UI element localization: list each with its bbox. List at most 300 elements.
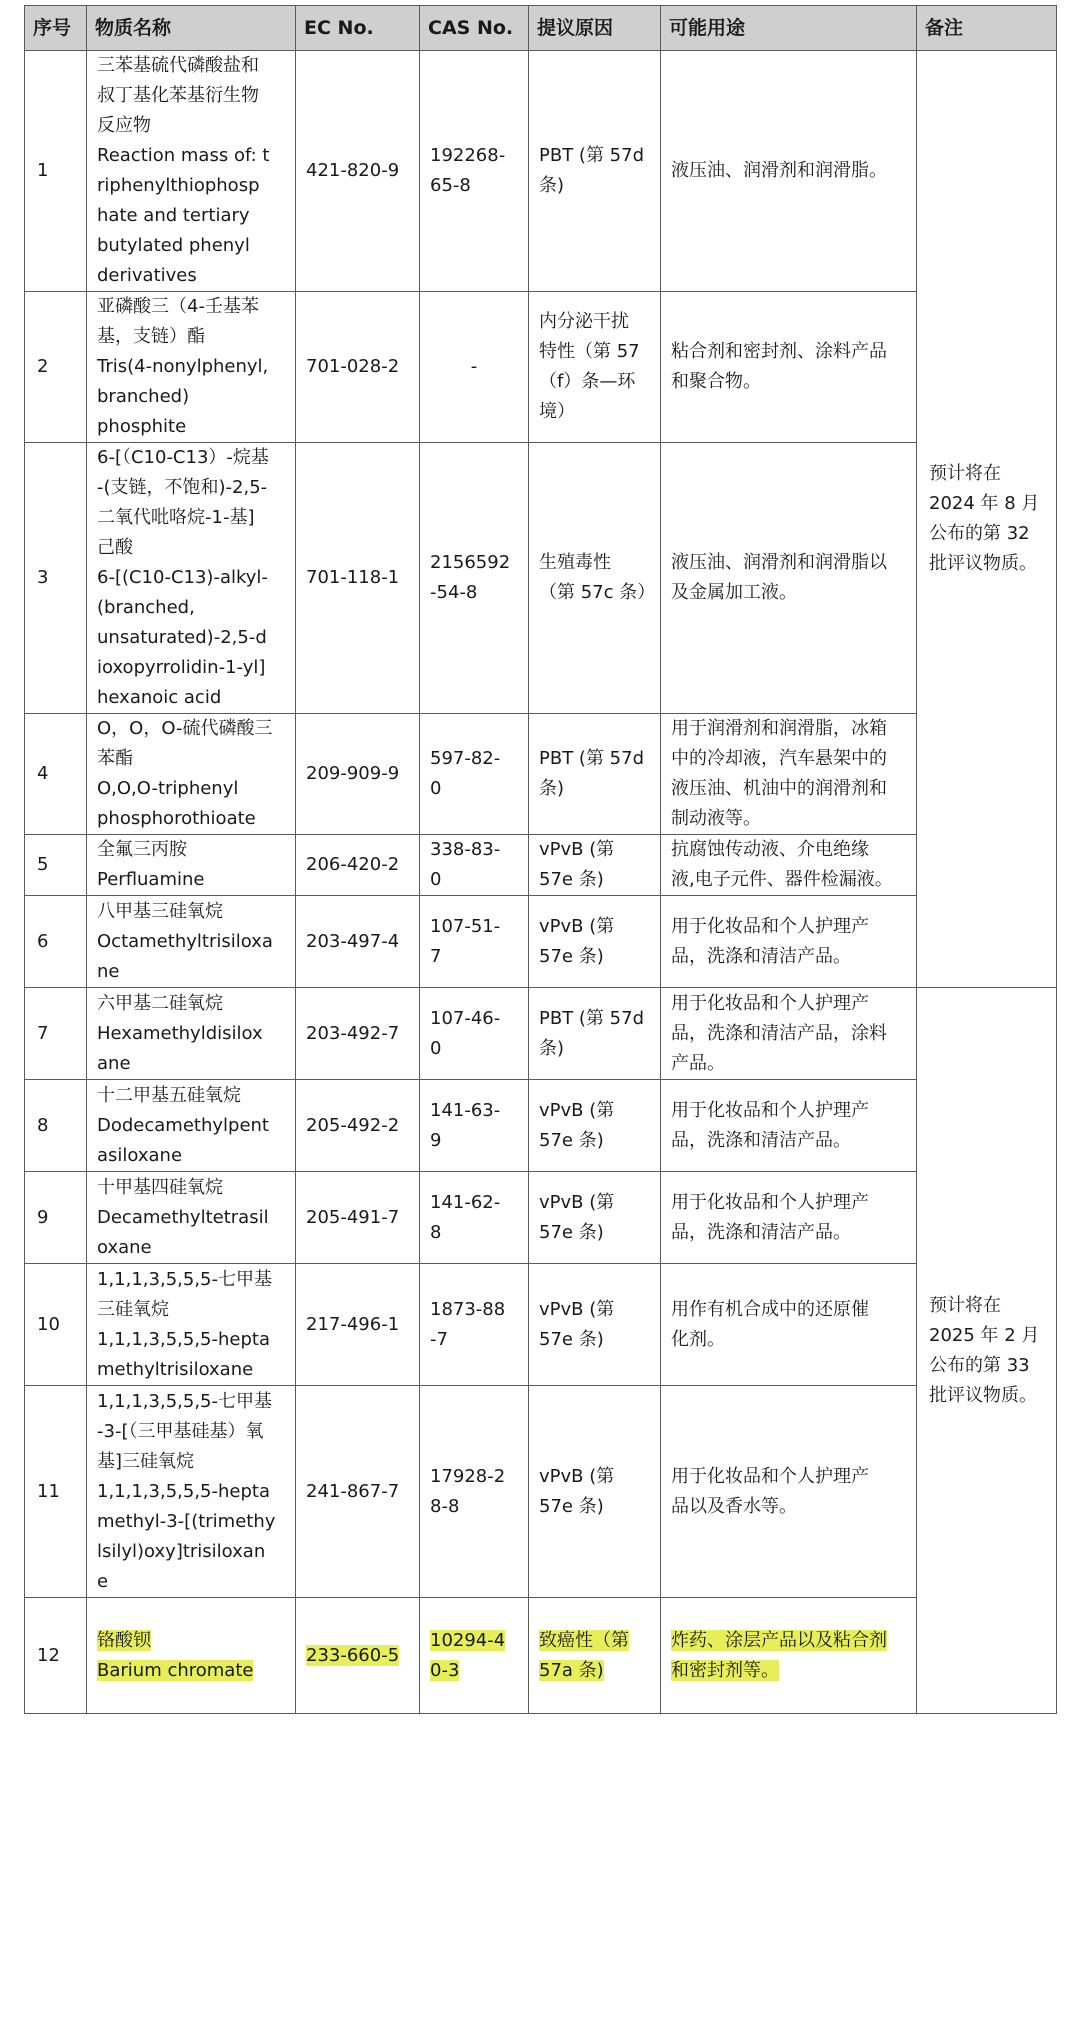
cell-text: 1,1,1,3,5,5,5-七甲基: [97, 1268, 272, 1290]
cell-possible-use: [661, 988, 917, 1080]
cell-line: [97, 322, 285, 352]
cell-text: 2025 年 2 月: [929, 1324, 1040, 1346]
cell-text: 品，洗涤和清洁产品。: [671, 1129, 851, 1151]
cell-text: 己酸: [97, 537, 133, 558]
cell-line: [539, 942, 650, 972]
cell-line: [430, 1004, 518, 1034]
cell-cas-no: [420, 835, 529, 896]
cell-cas-no: [420, 988, 529, 1080]
cell-text: 液压油、润滑剂和润滑脂。: [671, 160, 887, 181]
cell-line: [97, 1265, 285, 1295]
table-row: [25, 1080, 1057, 1172]
cell-line: [539, 1188, 650, 1218]
cell-text: 三硅氧烷: [97, 1298, 169, 1320]
cell-text: Reaction mass of: t: [97, 145, 270, 166]
cell-text: （f）条—环: [539, 371, 636, 392]
cell-proposal-reason: [529, 714, 661, 835]
cell-line: [97, 897, 285, 927]
cell-line: [539, 1656, 650, 1686]
cell-text: O,O,O-triphenyl: [97, 778, 239, 799]
cell-text: 粘合剂和密封剂、涂料产品: [671, 341, 887, 362]
cell-text: 0: [430, 869, 442, 890]
cell-proposal-reason: [529, 1080, 661, 1172]
cell-line: [539, 1004, 650, 1034]
cell-line: [430, 744, 518, 774]
cell-line: [671, 774, 906, 804]
cell-text: 1873-88: [430, 1298, 506, 1320]
cell-line: [539, 1626, 650, 1656]
cell-line: [539, 1295, 650, 1325]
cell-line: [430, 774, 518, 804]
cell-line: [97, 1656, 285, 1686]
cell-text: riphenylthiophosp: [97, 175, 260, 196]
cell-text: Barium chromate: [97, 1659, 254, 1681]
cell-text: 铬酸钡: [97, 1629, 151, 1651]
table-row: [25, 1172, 1057, 1264]
cell-text: 17928-2: [430, 1465, 506, 1487]
cell-line: [539, 578, 656, 608]
cell-text: 6-[（C10-C13）-烷基: [97, 447, 269, 468]
cell-proposal-reason: [529, 1264, 661, 1386]
cell-text: -54-8: [430, 582, 478, 603]
cell-substance-name: [87, 1080, 296, 1172]
cell-text: 液压油、润滑剂和润滑脂以: [671, 552, 887, 573]
cell-line: [97, 1507, 285, 1537]
cell-ec-no: 421-820-9: [296, 51, 420, 292]
cell-text: 批评议物质。: [929, 1384, 1037, 1406]
cell-text: vPvB (第: [539, 1465, 615, 1487]
cell-line: [430, 548, 518, 578]
cell-possible-use: [661, 1386, 917, 1598]
cell-text: 六甲基二硅氧烷: [97, 992, 223, 1014]
cell-line: [929, 1381, 1044, 1411]
cell-text: PBT (第 57d: [539, 145, 644, 166]
cell-text: 用于润滑剂和润滑脂，冰箱: [671, 718, 887, 739]
cell-text: 和聚合物。: [671, 371, 761, 392]
cell-line: [929, 489, 1044, 519]
cell-line: [539, 912, 650, 942]
cell-text: 制动液等。: [671, 808, 761, 829]
cell-no: 11: [25, 1386, 87, 1598]
cell-text: 液,电子元件、器件检漏液。: [671, 869, 893, 890]
cell-text: 57e 条): [539, 1495, 604, 1517]
cell-text: derivatives: [97, 265, 197, 286]
cell-line: [430, 1096, 518, 1126]
table-row: [25, 896, 1057, 988]
cell-line: [929, 1351, 1044, 1381]
cell-line: [97, 927, 285, 957]
cell-line: [430, 171, 518, 201]
cell-text: PBT (第 57d: [539, 748, 644, 769]
cell-line: [97, 957, 285, 987]
cell-text: 内分泌干扰: [539, 311, 629, 332]
cell-line: [97, 744, 285, 774]
cell-no: 1: [25, 51, 87, 292]
cell-text: vPvB (第: [539, 1298, 615, 1320]
cell-text: 107-46-: [430, 1007, 501, 1029]
cell-line: [539, 1096, 650, 1126]
cell-ec-no: 701-028-2: [296, 292, 420, 443]
cell-line: [430, 1492, 518, 1522]
cell-line: [671, 1218, 906, 1248]
cell-text: methyltrisiloxane: [97, 1358, 254, 1380]
cell-text: vPvB (第: [539, 1191, 615, 1213]
cell-no: 6: [25, 896, 87, 988]
cell-text: 用于化妆品和个人护理产: [671, 1099, 869, 1121]
cell-line: [97, 111, 285, 141]
cell-line: [97, 533, 285, 563]
cell-line: [539, 774, 650, 804]
cell-possible-use: [661, 835, 917, 896]
cell-proposal-reason: [529, 1172, 661, 1264]
cell-ec-no: 203-492-7: [296, 988, 420, 1080]
cell-substance-name: [87, 1598, 296, 1714]
cell-text: 十二甲基五硅氧烷: [97, 1084, 241, 1106]
cell-possible-use: [661, 1080, 917, 1172]
cell-cas-no: [420, 1080, 529, 1172]
cell-text: O，O，O-硫代磷酸三: [97, 718, 273, 739]
cell-substance-name: [87, 51, 296, 292]
cell-line: [430, 942, 518, 972]
cell-substance-name: [87, 1172, 296, 1264]
cell-proposal-reason: [529, 292, 661, 443]
cell-line: [430, 141, 518, 171]
cell-line: [671, 1019, 906, 1049]
cell-text: 化剂。: [671, 1328, 725, 1350]
cell-line: [430, 865, 518, 895]
cell-line: [430, 835, 518, 865]
cell-text: hate and tertiary: [97, 205, 250, 226]
cell-line: [430, 1656, 518, 1686]
cell-text: phosphite: [97, 416, 187, 437]
cell-text: 233-660-5: [306, 1644, 400, 1666]
cell-line: [671, 865, 906, 895]
cell-text: 反应物: [97, 115, 151, 136]
cell-line: [97, 51, 285, 81]
cell-text: vPvB (第: [539, 915, 615, 937]
cell-line: [539, 1034, 650, 1064]
cell-line: [97, 593, 285, 623]
table-header-row: [25, 6, 1057, 51]
cell-text: Hexamethyldisilox: [97, 1022, 263, 1044]
cell-line: [97, 1203, 285, 1233]
cell-text: 2024 年 8 月: [929, 493, 1040, 514]
cell-cas-no: [420, 1172, 529, 1264]
header-ec-no: EC No.: [296, 6, 420, 51]
table-row: [25, 443, 1057, 714]
cell-line: [671, 1656, 906, 1686]
cell-possible-use: [661, 443, 917, 714]
cell-text: -(支链，不饱和)-2,5-: [97, 477, 268, 498]
cell-text: Dodecamethylpent: [97, 1114, 269, 1136]
cell-text: 品以及香水等。: [671, 1495, 797, 1517]
header-substance-name: 物质名称: [87, 6, 296, 51]
cell-line: [97, 989, 285, 1019]
cell-line: [97, 1111, 285, 1141]
cell-no: 10: [25, 1264, 87, 1386]
cell-line: [539, 171, 650, 201]
cell-text: 0: [430, 778, 442, 799]
header-cas-no: CAS No.: [420, 6, 529, 51]
cell-text: 7: [430, 945, 442, 967]
cell-text: 基，支链）酯: [97, 326, 205, 347]
header-no: 序号: [25, 6, 87, 51]
cell-line: [671, 1626, 906, 1656]
cell-line: [671, 942, 906, 972]
cell-line: [430, 578, 518, 608]
cell-cas-no: [420, 292, 529, 443]
cell-line: [929, 519, 1044, 549]
cell-text: 亚磷酸三（4-壬基苯: [97, 296, 259, 317]
cell-text: 八甲基三硅氧烷: [97, 900, 223, 922]
cell-text: -: [470, 356, 478, 377]
cell-text: 品，洗涤和清洁产品。: [671, 945, 851, 967]
cell-line: [97, 1417, 285, 1447]
cell-line: [671, 714, 906, 744]
cell-text: Decamethyltetrasil: [97, 1206, 269, 1228]
cell-proposal-reason: [529, 1386, 661, 1598]
cell-line: [97, 412, 285, 442]
cell-text: 公布的第 32: [929, 523, 1030, 544]
cell-text: 预计将在: [929, 463, 1001, 484]
cell-text: 批评议物质。: [929, 553, 1037, 574]
cell-text: 条): [539, 1037, 565, 1059]
cell-ec-no: 241-867-7: [296, 1386, 420, 1598]
cell-line: [97, 352, 285, 382]
cell-text: 及金属加工液。: [671, 582, 797, 603]
cell-ec-no: 701-118-1: [296, 443, 420, 714]
cell-line: [671, 548, 906, 578]
cell-line: [539, 1325, 650, 1355]
cell-line: [97, 714, 285, 744]
cell-line: [671, 1492, 906, 1522]
cell-text: vPvB (第: [539, 839, 615, 860]
cell-no: 7: [25, 988, 87, 1080]
cell-text: 全氟三丙胺: [97, 839, 187, 860]
cell-line: [671, 578, 906, 608]
cell-text: 141-62-: [430, 1191, 501, 1213]
cell-text: 生殖毒性: [539, 552, 611, 573]
cell-possible-use: [661, 1264, 917, 1386]
cell-line: [97, 835, 285, 865]
cell-substance-name: [87, 292, 296, 443]
header-proposal-reason: 提议原因: [529, 6, 661, 51]
cell-text: e: [97, 1570, 109, 1592]
cell-no: 12: [25, 1598, 87, 1714]
cell-line: [539, 337, 650, 367]
cell-line: [430, 1126, 518, 1156]
cell-text: ioxopyrrolidin-1-yl]: [97, 657, 266, 678]
cell-text: 8-8: [430, 1495, 460, 1517]
cell-line: [97, 1173, 285, 1203]
cell-remark: [917, 51, 1057, 988]
cell-text: 用于化妆品和个人护理产: [671, 915, 869, 937]
cell-possible-use: [661, 1172, 917, 1264]
cell-ec-no: 205-491-7: [296, 1172, 420, 1264]
cell-text: 条): [539, 175, 565, 196]
table-row: [25, 1386, 1057, 1598]
cell-line: [671, 367, 906, 397]
cell-ec-no: 209-909-9: [296, 714, 420, 835]
cell-line: [671, 1126, 906, 1156]
cell-cas-no: [420, 1264, 529, 1386]
cell-line: [97, 1233, 285, 1263]
cell-text: 公布的第 33: [929, 1354, 1030, 1376]
table-row: [25, 714, 1057, 835]
cell-ec-no: 217-496-1: [296, 1264, 420, 1386]
cell-line: [97, 382, 285, 412]
cell-text: PBT (第 57d: [539, 1007, 644, 1029]
cell-no: 9: [25, 1172, 87, 1264]
cell-line: [97, 81, 285, 111]
cell-line: [539, 397, 650, 427]
cell-text: 苯酯: [97, 748, 133, 769]
cell-text: 338-83-: [430, 839, 501, 860]
cell-text: methyl-3-[(trimethy: [97, 1510, 276, 1532]
cell-text: branched): [97, 386, 190, 407]
table-row: [25, 292, 1057, 443]
cell-line: [671, 337, 906, 367]
cell-text: 用于化妆品和个人护理产: [671, 1191, 869, 1213]
cell-text: 液压油、机油中的润滑剂和: [671, 778, 887, 799]
cell-text: unsaturated)-2,5-d: [97, 627, 267, 648]
cell-line: [97, 653, 285, 683]
cell-text: 9: [430, 1129, 442, 1151]
cell-text: 65-8: [430, 175, 471, 196]
cell-line: [539, 307, 650, 337]
cell-text: 基]三硅氧烷: [97, 1450, 195, 1472]
cell-text: hexanoic acid: [97, 687, 222, 708]
cell-substance-name: [87, 443, 296, 714]
cell-line: [97, 1387, 285, 1417]
cell-text: 10294-4: [430, 1629, 506, 1651]
cell-line: [97, 1477, 285, 1507]
cell-cas-no: [420, 896, 529, 988]
cell-line: [929, 1291, 1044, 1321]
cell-possible-use: [661, 714, 917, 835]
cell-line: [430, 1626, 518, 1656]
cell-line: [430, 1188, 518, 1218]
cell-line: [430, 352, 518, 382]
cell-line: [539, 835, 650, 865]
cell-proposal-reason: [529, 51, 661, 292]
cell-line: [430, 1325, 518, 1355]
cell-no: 2: [25, 292, 87, 443]
cell-line: [97, 623, 285, 653]
cell-line: [671, 989, 906, 1019]
cell-substance-name: [87, 714, 296, 835]
cell-line: [929, 459, 1044, 489]
cell-line: [539, 865, 650, 895]
cell-text: 致癌性（第: [539, 1629, 629, 1651]
cell-text: asiloxane: [97, 1144, 183, 1166]
cell-text: 品，洗涤和清洁产品。: [671, 1221, 851, 1243]
cell-line: [97, 231, 285, 261]
cell-text: 特性（第 57: [539, 341, 640, 362]
cell-line: [97, 683, 285, 713]
cell-proposal-reason: [529, 443, 661, 714]
cell-line: [430, 1462, 518, 1492]
cell-text: 十甲基四硅氧烷: [97, 1176, 223, 1198]
cell-line: [671, 1295, 906, 1325]
cell-line: [929, 1321, 1044, 1351]
cell-line: [97, 1355, 285, 1385]
cell-text: butylated phenyl: [97, 235, 250, 256]
cell-text: (branched,: [97, 597, 195, 618]
cell-line: [97, 171, 285, 201]
cell-cas-no: [420, 51, 529, 292]
cell-text: 107-51-: [430, 915, 501, 937]
cell-text: 品，洗涤和清洁产品，涂料: [671, 1022, 887, 1044]
cell-text: 57e 条): [539, 1129, 604, 1151]
cell-line: [539, 744, 650, 774]
cell-text: 和密封剂等。: [671, 1659, 779, 1681]
cell-line: [539, 548, 650, 578]
cell-text: 2156592: [430, 552, 511, 573]
header-possible-use: 可能用途: [661, 6, 917, 51]
cell-text: 597-82-: [430, 748, 501, 769]
cell-text: Octamethyltrisiloxa: [97, 930, 273, 952]
cell-text: phosphorothioate: [97, 808, 256, 829]
cell-text: 三苯基硫代磷酸盐和: [97, 55, 259, 76]
table-row: [25, 835, 1057, 896]
cell-text: 用于化妆品和个人护理产: [671, 1465, 869, 1487]
table-row: [25, 1264, 1057, 1386]
cell-line: [671, 744, 906, 774]
table-row: [25, 988, 1057, 1080]
cell-line: [539, 141, 650, 171]
cell-line: [671, 1462, 906, 1492]
cell-line: [539, 1218, 650, 1248]
cell-line: [97, 443, 285, 473]
cell-text: ane: [97, 1052, 131, 1074]
cell-proposal-reason: [529, 988, 661, 1080]
cell-line: [671, 1049, 906, 1079]
cell-line: [97, 473, 285, 503]
cell-ec-no: 205-492-2: [296, 1080, 420, 1172]
cell-cas-no: [420, 443, 529, 714]
cell-text: 预计将在: [929, 1294, 1001, 1316]
cell-text: 1,1,1,3,5,5,5-hepta: [97, 1480, 270, 1502]
cell-cas-no: [420, 714, 529, 835]
cell-no: 8: [25, 1080, 87, 1172]
cell-line: [671, 835, 906, 865]
cell-text: 条): [539, 778, 565, 799]
cell-line: [430, 1218, 518, 1248]
cell-text: 用作有机合成中的还原催: [671, 1298, 869, 1320]
cell-text: 57e 条): [539, 1221, 604, 1243]
cell-text: Perfluamine: [97, 869, 205, 890]
cell-text: vPvB (第: [539, 1099, 615, 1121]
cell-line: [97, 865, 285, 895]
table-row: [25, 1598, 1057, 1714]
cell-line: [97, 1081, 285, 1111]
cell-line: [671, 912, 906, 942]
cell-cas-no: [420, 1598, 529, 1714]
header-remark: 备注: [917, 6, 1057, 51]
cell-line: [97, 201, 285, 231]
cell-text: （第 57c 条）: [539, 582, 656, 603]
cell-line: [97, 141, 285, 171]
cell-possible-use: [661, 292, 917, 443]
cell-text: 抗腐蚀传动液、介电绝缘: [671, 839, 869, 860]
cell-line: [430, 1295, 518, 1325]
cell-text: lsilyl)oxy]trisiloxan: [97, 1540, 266, 1562]
cell-line: [97, 774, 285, 804]
cell-text: 141-63-: [430, 1099, 501, 1121]
cell-line: [97, 1447, 285, 1477]
substance-table: [24, 5, 1057, 1714]
